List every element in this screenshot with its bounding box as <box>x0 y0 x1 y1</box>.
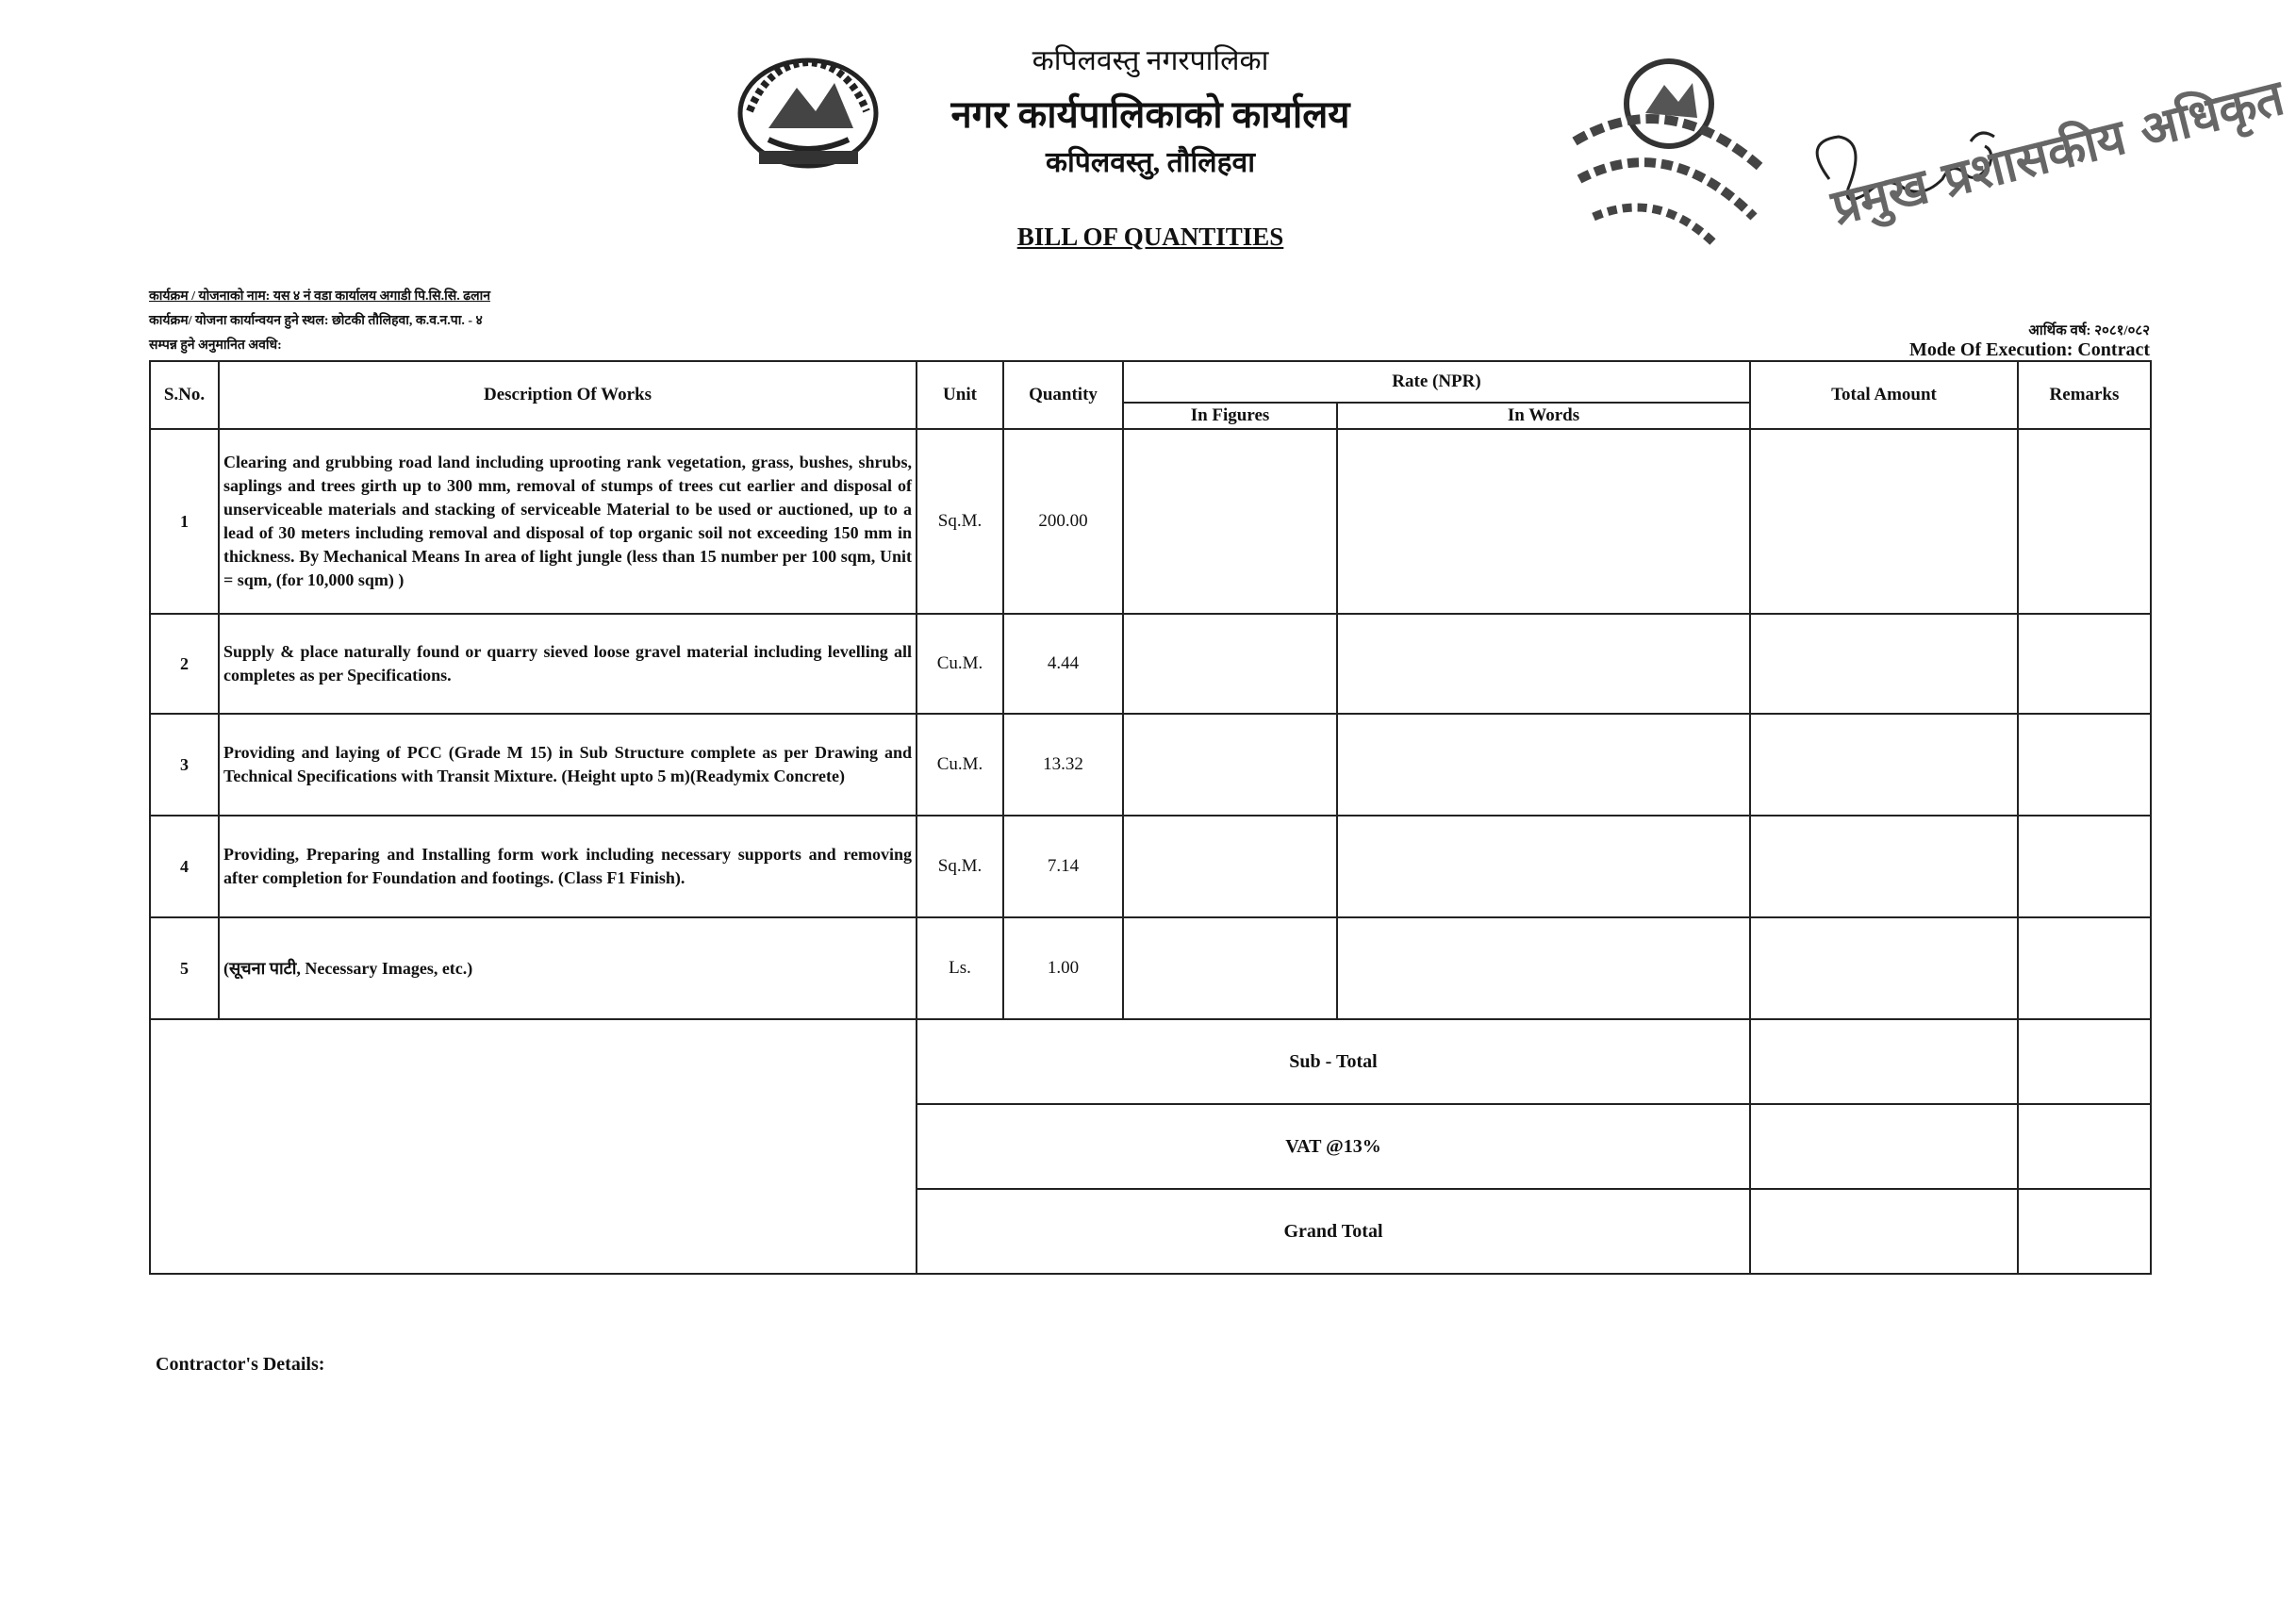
summary-blank-area <box>150 1019 917 1274</box>
row-remarks <box>2018 917 2151 1019</box>
row-sno: 2 <box>150 614 219 714</box>
header-in-figures: In Figures <box>1123 403 1337 429</box>
subtotal-label: Sub - Total <box>917 1019 1750 1104</box>
row-sno: 4 <box>150 816 219 917</box>
row-description: Supply & place naturally found or quarry sieved loose gravel material including levelling all completes as per Specifications. <box>219 614 917 714</box>
row-unit: Sq.M. <box>917 816 1003 917</box>
vat-label: VAT @13% <box>917 1104 1750 1189</box>
row-rate-figures <box>1123 614 1337 714</box>
row-rate-figures <box>1123 816 1337 917</box>
row-quantity: 4.44 <box>1003 614 1123 714</box>
row-total-amount <box>1750 917 2018 1019</box>
row-unit: Ls. <box>917 917 1003 1019</box>
row-unit: Sq.M. <box>917 429 1003 614</box>
vat-amount <box>1750 1104 2018 1189</box>
row-total-amount <box>1750 714 2018 816</box>
row-rate-words <box>1337 429 1750 614</box>
subtotal-amount <box>1750 1019 2018 1104</box>
header-quantity: Quantity <box>1003 361 1123 429</box>
summary-row-subtotal <box>150 1019 2151 1104</box>
program-location: कार्यक्रम/ योजना कार्यान्वयन हुने स्थल: छोटकी तौलिहवा, क.व.न.पा. - ४ <box>149 314 483 328</box>
row-remarks <box>2018 614 2151 714</box>
header-sno: S.No. <box>150 361 219 429</box>
row-total-amount <box>1750 614 2018 714</box>
table-row <box>150 714 2151 816</box>
row-quantity: 13.32 <box>1003 714 1123 816</box>
table-row <box>150 816 2151 917</box>
header-remarks: Remarks <box>2018 361 2151 429</box>
row-rate-figures <box>1123 917 1337 1019</box>
grand-total-remarks <box>2018 1189 2151 1274</box>
office-title: नगर कार्यपालिकाको कार्यालय <box>950 93 1350 136</box>
row-unit: Cu.M. <box>917 614 1003 714</box>
official-seal-stamp <box>1556 28 1782 264</box>
header-in-words: In Words <box>1337 403 1750 429</box>
header-unit: Unit <box>917 361 1003 429</box>
row-description: (सूचना पाटी, Necessary Images, etc.) <box>219 917 917 1019</box>
row-quantity: 200.00 <box>1003 429 1123 614</box>
row-remarks <box>2018 714 2151 816</box>
table-row <box>150 917 2151 1019</box>
row-rate-words <box>1337 816 1750 917</box>
table-row <box>150 429 2151 614</box>
estimated-duration: सम्पन्न हुने अनुमानित अवधि: <box>149 338 282 353</box>
row-rate-words <box>1337 917 1750 1019</box>
vat-remarks <box>2018 1104 2151 1189</box>
mode-of-execution: Mode Of Execution: Contract <box>1909 339 2150 360</box>
row-remarks <box>2018 429 2151 614</box>
table-row <box>150 614 2151 714</box>
row-description: Providing, Preparing and Installing form work including necessary supports and removing after completion for Foundation and footings. (Class F1 Finish). <box>219 816 917 917</box>
row-remarks <box>2018 816 2151 917</box>
row-sno: 3 <box>150 714 219 816</box>
row-total-amount <box>1750 816 2018 917</box>
row-quantity: 1.00 <box>1003 917 1123 1019</box>
row-quantity: 7.14 <box>1003 816 1123 917</box>
grand-total-amount <box>1750 1189 2018 1274</box>
header-rate: Rate (NPR) <box>1123 361 1750 403</box>
grand-total-label: Grand Total <box>917 1189 1750 1274</box>
boq-table <box>149 360 2152 1275</box>
row-total-amount <box>1750 429 2018 614</box>
office-name: कपिलवस्तु नगरपालिका <box>1032 45 1269 76</box>
row-rate-words <box>1337 614 1750 714</box>
program-name: कार्यक्रम / योजनाको नाम: यस ४ नं वडा कार्यालय अगाडी पि.सि.सि. ढलान <box>149 289 490 304</box>
row-sno: 1 <box>150 429 219 614</box>
row-unit: Cu.M. <box>917 714 1003 816</box>
office-address: कपिलवस्तु, तौलिहवा <box>1046 147 1255 178</box>
header-total-amount: Total Amount <box>1750 361 2018 429</box>
signer-title-stamp: प्रमुख प्रशासकीय अधिकृत <box>1825 69 2290 237</box>
fiscal-year: आर्थिक वर्ष: २०८१/०८२ <box>2028 323 2150 338</box>
row-description: Clearing and grubbing road land including uprooting rank vegetation, grass, bushes, shrubs, saplings and trees girth up to 300 mm, removal of stumps of trees cut earlier and disposal of unserviceable materials and stacking of serviceable Material to be used or auctioned, up to a lead of 30 meters including removal and disposal of top organic soil not exceeding 150 mm in thickness. By Mechanical Means In area of light jungle (less than 15 number per 100 sqm, Unit = sqm, (for 10,000 sqm) ) <box>219 429 917 614</box>
row-sno: 5 <box>150 917 219 1019</box>
header-description: Description Of Works <box>219 361 917 429</box>
row-rate-words <box>1337 714 1750 816</box>
row-description: Providing and laying of PCC (Grade M 15) in Sub Structure complete as per Drawing and Technical Specifications with Transit Mixture. (Height upto 5 m)(Readymix Concrete) <box>219 714 917 816</box>
subtotal-remarks <box>2018 1019 2151 1104</box>
nepal-emblem-logo <box>731 45 886 177</box>
document-title: BILL OF QUANTITIES <box>1016 223 1284 251</box>
contractor-details-label: Contractor's Details: <box>156 1354 325 1375</box>
row-rate-figures <box>1123 714 1337 816</box>
row-rate-figures <box>1123 429 1337 614</box>
